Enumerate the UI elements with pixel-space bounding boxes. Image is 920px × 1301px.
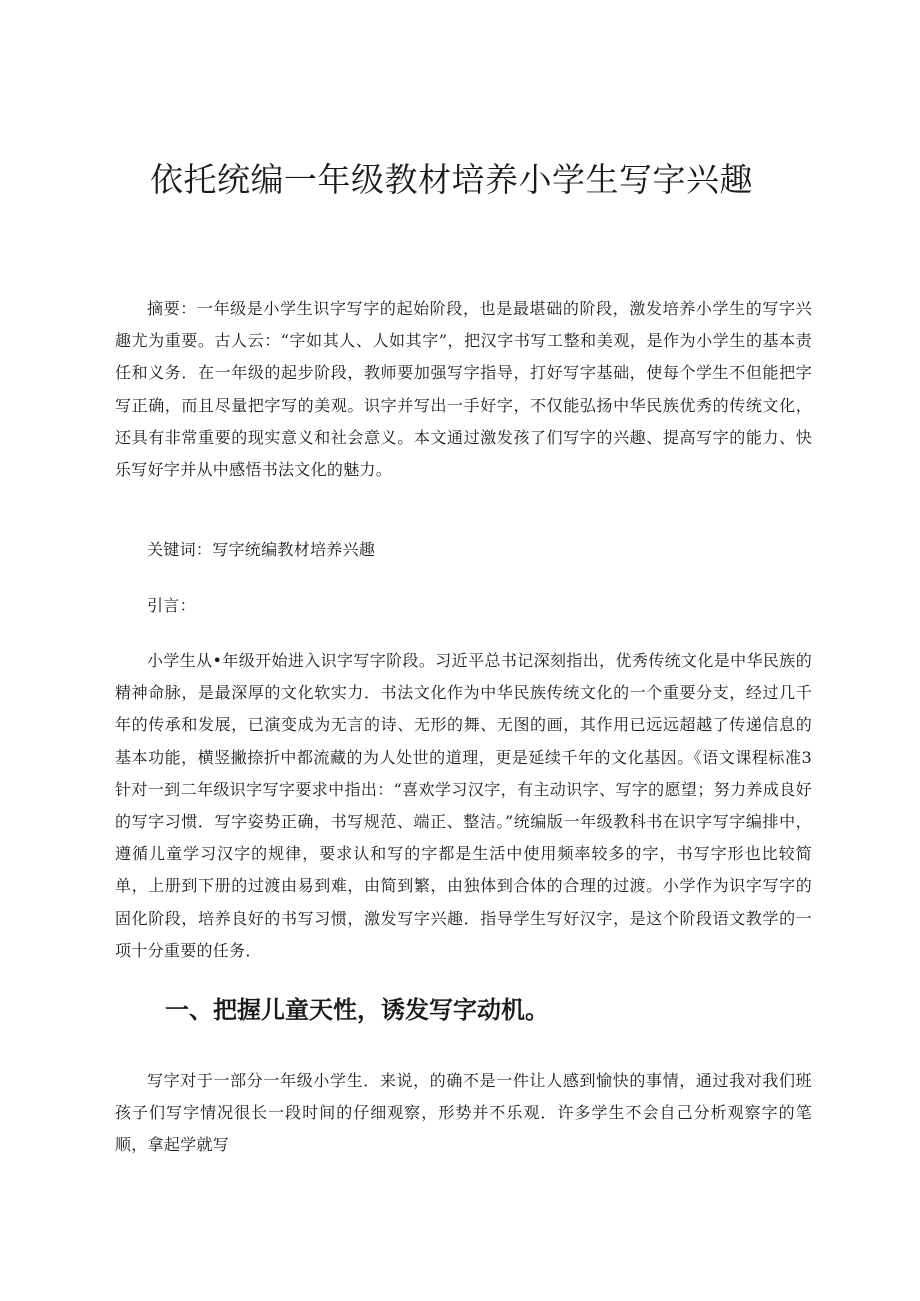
abstract-paragraph: 摘要：一年级是小学生识字写字的起始阶段，也是最堪础的阶段，激发培养小学生的写字兴趣尤为重要。古人云：“字如其人、人如其字”，把汉字书写工整和美观，是作为小学生的基本责任和义务．在一年级的起步阶段，教师要加强写字指导，打好写字基础，使每个学生不但能把字写正确，而且尽量把字写的美观。识字并写出一手好字，不仅能弘扬中华民族优秀的传统文化，还具有非常重要的现实意义和社会意义。本文通过激发孩了们写字的兴趣、提高写字的能力、快乐写好字并从中感悟书法文化的魅力。 — [115, 299, 812, 480]
document-title: 依托统编一年级教材培养小学生写字兴趣 — [150, 160, 753, 199]
intro-paragraph: 小学生从•年级开始进入识字写字阶段。习近平总书记深刻指出，优秀传统文化是中华民族的精神命脉，是最深厚的文化软实力．书法文化作为中华民族传统文化的一个重要分支，经过几千年的传承和发展，已演变成为无言的诗、无形的舞、无图的画，其作用已远远超越了传递信息的基本功能，横竖撇捺折中都流藏的为人处世的道理，更是延续千年的文化基因。《语文课程标准3针对一到二年级识字写字要求中指出：“喜欢学习汉字，有主动识字、写字的愿望；努力养成良好的写字习惯．写字姿势正确，书写规范、端正、整洁。”统编版一年级教科书在识字写字编排中，遵循儿童学习汉字的规律，要求认和写的字都是生活中使用频率较多的字，书写字形也比较简单，上册到下册的过渡由易到难，由简到繁，由独体到合体的合理的过渡。小学作为识字写字的固化阶段，培养良好的书写习惯，激发写字兴趣．指导学生写好汉字，是这个阶段语文教学的一项十分重要的任务． — [115, 651, 812, 960]
intro-label: 引言： — [147, 596, 196, 615]
keywords-line: 关键词：写字统编教材培养兴趣 — [147, 540, 376, 559]
section-1-paragraph: 写字对于一部分一年级小学生．来说，的确不是一件让人感到愉快的事情，通过我对我们班孩子们写字情况很长一段时间的仔细观察，形势并不乐观．许多学生不会自己分析观察字的笔顺，拿起学就写 — [115, 1071, 812, 1155]
section-heading-1: 一、把握儿童天性，诱发写字动机。 — [165, 995, 549, 1024]
